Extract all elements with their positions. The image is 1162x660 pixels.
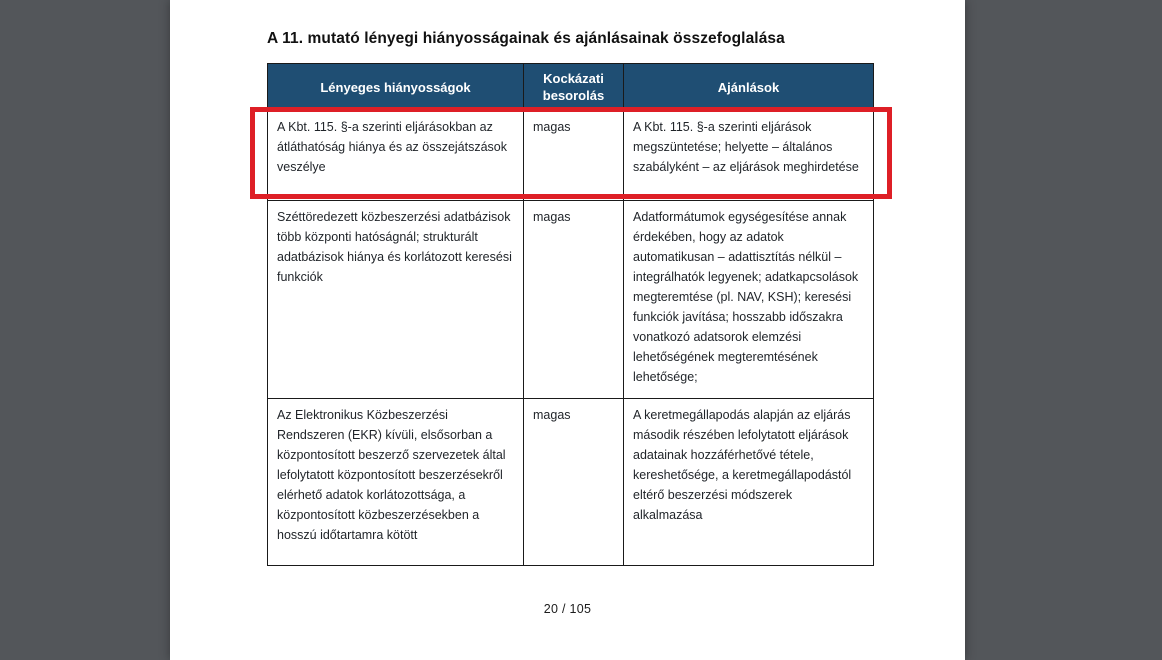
risk-cell: magas — [524, 201, 624, 399]
deficiency-cell: A Kbt. 115. §-a szerinti eljárásokban az átláthatóság hiánya és az összejátszások veszélye — [268, 111, 524, 201]
column-header-recommendations: Ajánlások — [624, 64, 874, 111]
summary-table — [267, 63, 874, 566]
risk-cell: magas — [524, 399, 624, 566]
column-header-risk: Kockázati besorolás — [524, 64, 624, 111]
table-row — [268, 399, 874, 566]
table-header-row — [268, 64, 874, 111]
risk-cell: magas — [524, 111, 624, 201]
deficiency-cell: Az Elektronikus Közbeszerzési Rendszeren (EKR) kívüli, elsősorban a központosított beszerző szervezetek által lefolytatott központosított beszerzésekről elérhető adatok korlátozottsága, a központosított közbeszerzésekben a hosszú időtartamra kötött — [268, 399, 524, 566]
table-row — [268, 111, 874, 201]
section-title: A 11. mutató lényegi hiányosságainak és ajánlásainak összefoglalása — [267, 30, 785, 47]
deficiency-cell: Széttöredezett közbeszerzési adatbázisok több központi hatóságnál; strukturált adatbázisok hiánya és korlátozott keresési funkciók — [268, 201, 524, 399]
recommendation-cell: A Kbt. 115. §-a szerinti eljárások megszüntetése; helyette – általános szabályként – az eljárások meghirdetése — [624, 111, 874, 201]
pdf-page — [170, 0, 965, 660]
table-row — [268, 201, 874, 399]
recommendation-cell: Adatformátumok egységesítése annak érdekében, hogy az adatok automatikusan – adattisztítás nélkül – integrálhatók legyenek; adatkapcsolások megteremtése (pl. NAV, KSH); keresési funkciók javítása; hosszabb időszakra vonatkozó adatsorok elemzési lehetőségének megteremtésének lehetősége; — [624, 201, 874, 399]
column-header-deficiencies: Lényeges hiányosságok — [268, 64, 524, 111]
recommendation-cell: A keretmegállapodás alapján az eljárás második részében lefolytatott eljárások adatainak hozzáférhetővé tétele, kereshetősége, a keretmegállapodástól eltérő beszerzési módszerek alkalmazása — [624, 399, 874, 566]
page-number: 20 / 105 — [543, 602, 592, 616]
